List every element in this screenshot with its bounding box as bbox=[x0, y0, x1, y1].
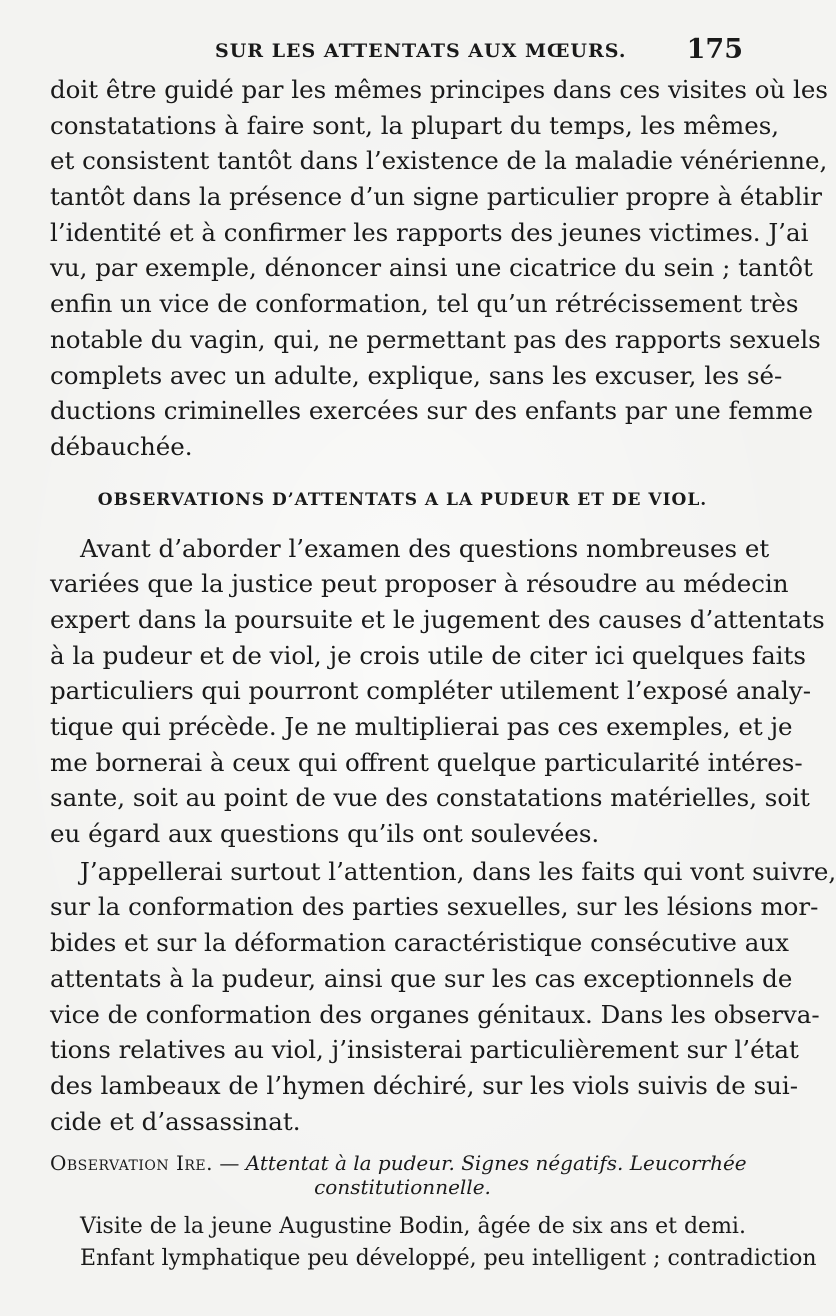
text-line: vice de conformation des organes génitaux. Dans les observa- bbox=[50, 999, 820, 1029]
text-line: vu, par exemple, dénoncer ainsi une cicatrice du sein ; tantôt bbox=[50, 253, 813, 283]
text-line: particuliers qui pourront compléter utilement l’exposé analy- bbox=[50, 676, 811, 706]
text-line: notable du vagin, qui, ne permettant pas des rapports sexuels bbox=[50, 324, 821, 354]
page-number: 175 bbox=[686, 34, 743, 65]
text-line: attentats à la pudeur, ainsi que sur les cas exceptionnels de bbox=[50, 963, 793, 993]
paragraph-three bbox=[50, 854, 836, 1140]
text-line: et consistent tantôt dans l’existence de la maladie vénérienne, bbox=[50, 146, 828, 176]
running-title: SUR LES ATTENTATS AUX MŒURS. bbox=[215, 40, 627, 62]
text-line: débauchée. bbox=[50, 431, 193, 461]
text-line: cide et d’assassinat. bbox=[50, 1106, 301, 1136]
text-line: bides et sur la déformation caractéristique consécutive aux bbox=[50, 928, 789, 958]
text-line: me bornerai à ceux qui offrent quelque particularité intéres- bbox=[50, 747, 803, 777]
observation-heading bbox=[50, 1151, 755, 1203]
text-line: des lambeaux de l’hymen déchiré, sur les viols suivis de sui- bbox=[50, 1070, 799, 1100]
text-line: l’identité et à confirmer les rapports des jeunes victimes. J’ai bbox=[50, 217, 809, 247]
text-line: doit être guidé par les mêmes principes dans ces visites où les bbox=[50, 75, 828, 104]
text-line: ductions criminelles exercées sur des enfants par une femme bbox=[50, 396, 814, 426]
observation-title: Attentat à la pudeur. Signes négatifs. Leucorrhée bbox=[245, 1151, 747, 1176]
observation-dash: — bbox=[219, 1151, 240, 1176]
text-line: enfin un vice de conformation, tel qu’un rétrécissement très bbox=[50, 289, 799, 319]
text-line: Visite de la jeune Augustine Bodin, âgée de six ans et demi. bbox=[80, 1214, 746, 1240]
text-line: variées que la justice peut proposer à résoudre au médecin bbox=[50, 569, 789, 599]
section-heading: OBSERVATIONS D’ATTENTATS A LA PUDEUR ET DE VIOL. bbox=[97, 489, 708, 510]
text-line: constatations à faire sont, la plupart du temps, les mêmes, bbox=[50, 110, 780, 140]
text-line: J’appellerai surtout l’attention, dans les faits qui vont suivre, bbox=[80, 856, 836, 886]
observation-title-continued: constitutionnelle. bbox=[314, 1175, 491, 1200]
text-line: Avant d’aborder l’examen des questions nombreuses et bbox=[80, 533, 770, 563]
text-line: eu égard aux questions qu’ils ont soulevées. bbox=[50, 819, 600, 849]
observation-label: Observation Ire. bbox=[50, 1151, 214, 1176]
intro-paragraph bbox=[50, 72, 828, 465]
text-line: expert dans la poursuite et le jugement des causes d’attentats bbox=[50, 604, 825, 634]
text-line: tantôt dans la présence d’un signe particulier propre à établir bbox=[50, 182, 822, 212]
text-line: à la pudeur et de viol, je crois utile de citer ici quelques faits bbox=[50, 640, 806, 670]
text-line: sur la conformation des parties sexuelles, sur les lésions mor- bbox=[50, 892, 819, 922]
text-line: complets avec un adulte, explique, sans les excuser, les sé- bbox=[50, 360, 783, 390]
text-line: tions relatives au viol, j’insisterai particulièrement sur l’état bbox=[50, 1035, 799, 1065]
text-line: Enfant lymphatique peu développé, peu intelligent ; contradiction bbox=[80, 1246, 817, 1272]
running-header bbox=[50, 28, 755, 72]
paragraph-two bbox=[50, 531, 825, 852]
text-line: tique qui précède. Je ne multiplierai pas ces exemples, et je bbox=[50, 712, 793, 741]
text-line: sante, soit au point de vue des constatations matérielles, soit bbox=[50, 783, 810, 813]
observation-body bbox=[50, 1211, 817, 1275]
